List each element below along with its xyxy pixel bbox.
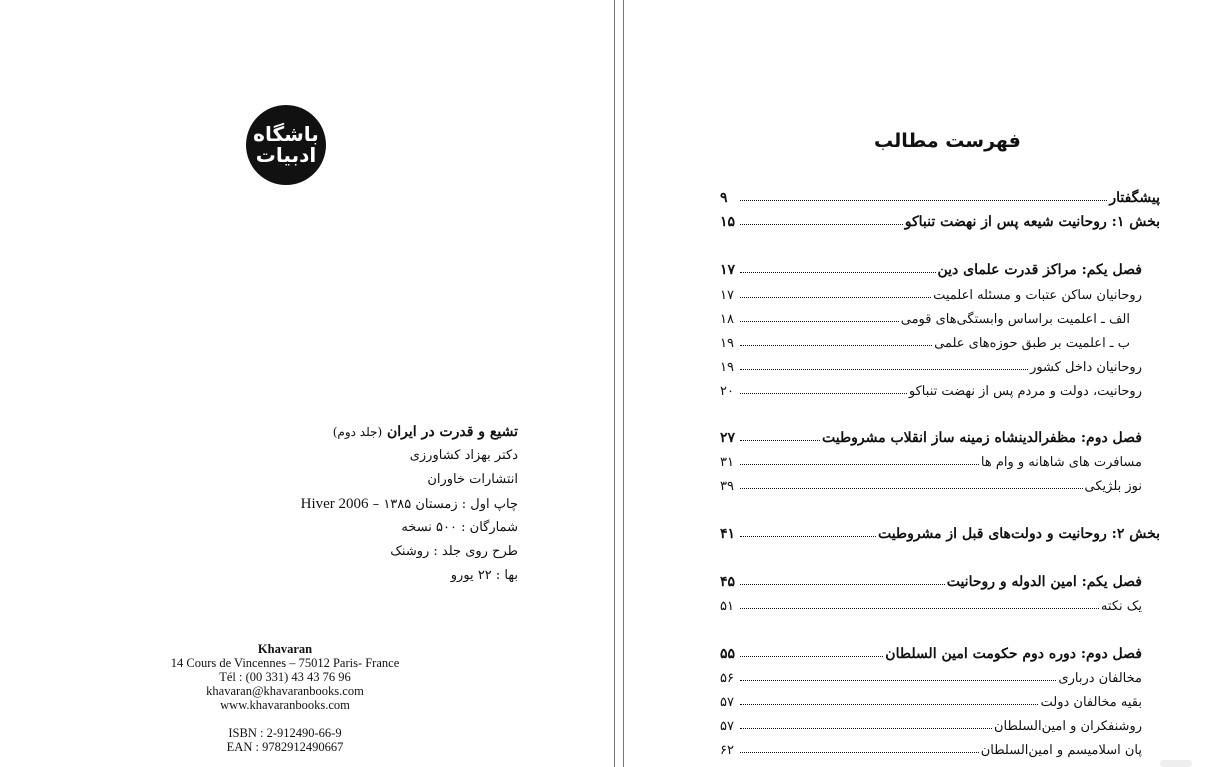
book-title: تشیع و قدرت در ایران bbox=[387, 424, 518, 440]
toc-leader-dots bbox=[740, 200, 1107, 201]
toc-entry-title: پان اسلامیسم و امین‌السلطان bbox=[980, 743, 1142, 758]
toc-leader-dots bbox=[740, 369, 1028, 370]
toc-entry-page: ۳۹ bbox=[720, 479, 734, 494]
toc-entry-title: بخش ۲: روحانیت و دولت‌های قبل از مشروطیت bbox=[877, 526, 1160, 542]
toc-entry-title: مسافرت های شاهانه و وام ها bbox=[980, 455, 1142, 470]
edition-latin: Hiver 2006 bbox=[300, 496, 369, 512]
toc-entry-title: مخالفان درباری bbox=[1058, 671, 1142, 686]
toc-entry-title: بقیه مخالفان دولت bbox=[1040, 695, 1142, 710]
toc-entry-title: فصل یکم: مراکز قدرت علمای دین bbox=[937, 262, 1142, 278]
toc-heading: فهرست مطالب bbox=[874, 130, 1021, 152]
toc-entry-title: ب ـ اعلمیت بر طبق حوزه‌های علمی bbox=[934, 336, 1130, 351]
toc-entry-page: ۵۱ bbox=[720, 599, 734, 614]
logo-line-2: ادبیات bbox=[255, 143, 317, 167]
toc-entry-page: ۲۰ bbox=[720, 384, 734, 399]
book-copies: شمارگان : ۵۰۰ نسخه bbox=[401, 520, 518, 535]
toc-leader-dots bbox=[740, 272, 936, 273]
toc-entry-title: الف ـ اعلمیت براساس وابستگی‌های قومی bbox=[900, 312, 1130, 327]
toc-entry-page: ۵۶ bbox=[720, 671, 734, 686]
edition-persian: چاپ اول : زمستان ۱۳۸۵ bbox=[383, 497, 518, 512]
toc-entry-title: روحانیان ساکن عتبات و مسئله اعلمیت bbox=[933, 288, 1142, 303]
toc-leader-dots bbox=[740, 345, 932, 346]
toc-entry bbox=[720, 712, 1160, 734]
book-price: بها : ۲۲ یورو bbox=[450, 568, 518, 583]
toc-entry-page: ۳۱ bbox=[720, 455, 734, 470]
book-title-line bbox=[198, 420, 518, 444]
toc-entry bbox=[720, 736, 1160, 758]
horizontal-scrollbar[interactable] bbox=[1160, 760, 1192, 767]
toc-entry-page: ۴۱ bbox=[720, 526, 736, 542]
toc-entry bbox=[720, 520, 1160, 542]
toc-leader-dots bbox=[740, 608, 1099, 609]
toc-leader-dots bbox=[740, 297, 931, 298]
toc-entry-page: ۱۷ bbox=[720, 262, 736, 278]
book-spine-gutter bbox=[614, 0, 624, 767]
toc-entry bbox=[720, 664, 1160, 686]
toc-leader-dots bbox=[740, 584, 945, 585]
toc-entry bbox=[720, 281, 1160, 303]
toc-entry bbox=[720, 448, 1160, 470]
toc-entry bbox=[720, 377, 1160, 399]
toc-entry-title: فصل دوم: دوره دوم حکومت امین السلطان bbox=[885, 646, 1142, 662]
toc-leader-dots bbox=[740, 536, 876, 537]
publisher-block bbox=[140, 642, 430, 754]
toc-entry-page: ۱۸ bbox=[720, 312, 734, 327]
toc-entry bbox=[720, 353, 1160, 375]
toc-entry bbox=[720, 640, 1160, 662]
toc-entry-page: ۱۹ bbox=[720, 360, 734, 375]
toc-entry-title: فصل یکم: امین الدوله و روحانیت bbox=[946, 574, 1142, 590]
toc-entry bbox=[720, 256, 1160, 278]
toc-entry-page: ۱۵ bbox=[720, 214, 736, 230]
toc-leader-dots bbox=[740, 704, 1038, 705]
toc-entry-page: ۵۵ bbox=[720, 646, 736, 662]
book-edition bbox=[198, 492, 518, 516]
book-publisher: انتشارات خاوران bbox=[427, 472, 518, 487]
toc-leader-dots bbox=[740, 680, 1056, 681]
toc-entry bbox=[720, 184, 1160, 206]
toc-leader-dots bbox=[740, 464, 979, 465]
edition-dash: – bbox=[372, 497, 380, 512]
toc-entry bbox=[720, 329, 1160, 351]
toc-leader-dots bbox=[740, 752, 979, 753]
toc-entry bbox=[720, 592, 1160, 614]
logo-line-1: باشگاه bbox=[253, 122, 319, 146]
toc-entry bbox=[720, 568, 1160, 590]
toc-entry bbox=[720, 688, 1160, 710]
toc-entry-title: یک نکته bbox=[1100, 599, 1142, 614]
toc-leader-dots bbox=[740, 440, 820, 441]
toc-entry-page: ۵۷ bbox=[720, 695, 734, 710]
publisher-address: 14 Cours de Vincennes – 75012 Paris- France bbox=[170, 656, 400, 670]
toc-entry-title: روحانیت، دولت و مردم پس از نهضت تنباکو bbox=[908, 384, 1142, 399]
toc-entry-title: بخش ۱: روحانیت شیعه پس از نهضت تنباکو bbox=[904, 214, 1160, 230]
right-page bbox=[624, 0, 1227, 767]
toc-entry-page: ۶۲ bbox=[720, 743, 734, 758]
toc-entry bbox=[720, 208, 1160, 230]
toc-entry-page: ۲۷ bbox=[720, 430, 736, 446]
ean: EAN : 9782912490667 bbox=[226, 740, 344, 754]
toc-entry-title: روحانیان داخل کشور bbox=[1030, 360, 1142, 375]
toc-entry-title: پیشگفتار bbox=[1109, 190, 1160, 206]
toc-entry-page: ۱۹ bbox=[720, 336, 734, 351]
publisher-logo bbox=[246, 105, 326, 185]
toc-entry bbox=[720, 472, 1160, 494]
book-volume: (جلد دوم) bbox=[332, 425, 383, 439]
toc-leader-dots bbox=[740, 224, 903, 225]
toc-entry-title: روشنفکران و امین‌السلطان bbox=[993, 719, 1142, 734]
colophon bbox=[198, 420, 518, 588]
toc-entry-page: ۹ bbox=[720, 190, 728, 206]
toc-leader-dots bbox=[740, 321, 899, 322]
toc-entry-page: ۱۷ bbox=[720, 288, 734, 303]
toc-leader-dots bbox=[740, 488, 1083, 489]
toc-leader-dots bbox=[740, 728, 992, 729]
toc-leader-dots bbox=[740, 393, 907, 394]
toc-entry bbox=[720, 424, 1160, 446]
toc-entry-title: فصل دوم: مظفرالدینشاه زمینه ساز انقلاب مشروطیت bbox=[822, 430, 1142, 446]
toc-entry-title: نوز بلژیکی bbox=[1084, 479, 1142, 494]
toc-entry-page: ۵۷ bbox=[720, 719, 734, 734]
publisher-name: Khavaran bbox=[257, 642, 313, 656]
publisher-website: www.khavaranbooks.com bbox=[220, 698, 350, 712]
toc-leader-dots bbox=[740, 656, 883, 657]
isbn: ISBN : 2-912490-66-9 bbox=[228, 726, 342, 740]
publisher-email: khavaran@khavaranbooks.com bbox=[206, 684, 364, 698]
book-cover-design: طرح روی جلد : روشنک bbox=[390, 544, 518, 559]
toc-entry bbox=[720, 305, 1160, 327]
book-author: دکتر بهزاد کشاورزی bbox=[409, 448, 518, 463]
publisher-tel: Tél : (00 331) 43 43 76 96 bbox=[219, 670, 351, 684]
toc-entry-page: ۴۵ bbox=[720, 574, 736, 590]
